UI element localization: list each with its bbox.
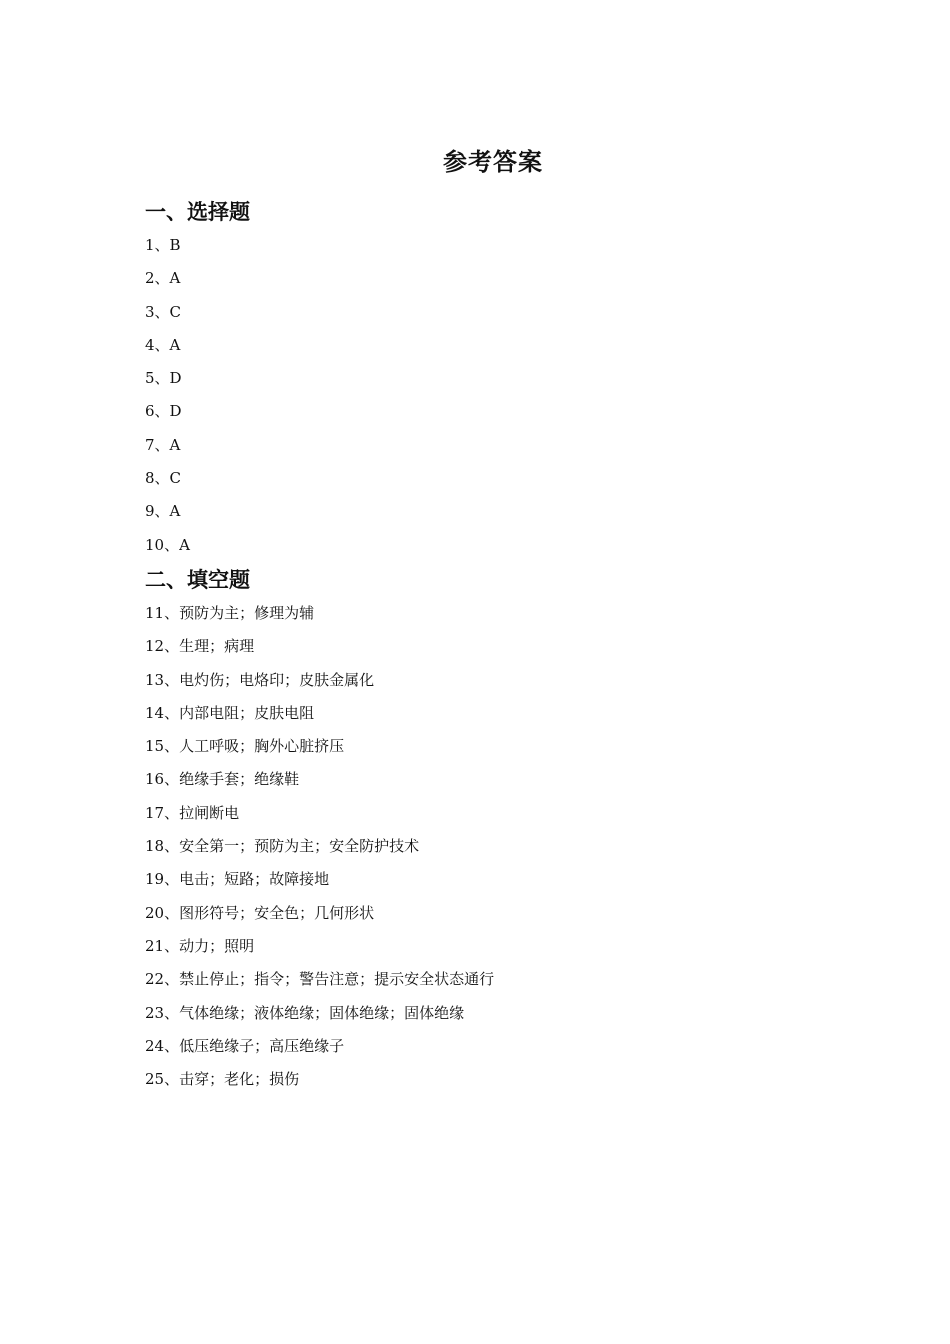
answer-item: 2、A — [145, 269, 181, 288]
answer-item: 3、C — [145, 302, 182, 321]
answer-item: 20、图形符号；安全色；几何形状 — [145, 903, 375, 922]
answer-item: 23、气体绝缘；液体绝缘；固体绝缘；固体绝缘 — [145, 1003, 465, 1022]
answer-item: 10、A — [145, 535, 190, 554]
answer-list — [145, 597, 825, 1096]
answer-item: 24、低压绝缘子；高压绝缘子 — [145, 1036, 345, 1055]
answer-item: 1、B — [145, 236, 181, 254]
answer-item: 15、人工呼吸；胸外心脏挤压 — [145, 737, 345, 756]
answer-item: 4、A — [145, 335, 181, 354]
page-title: 参考答案 — [443, 147, 543, 176]
section-fill-in-blank — [145, 566, 825, 1096]
answer-item: 9、A — [145, 502, 181, 521]
answer-item: 17、拉闸断电 — [145, 803, 240, 822]
answer-item: 13、电灼伤；电烙印；皮肤金属化 — [145, 670, 375, 689]
answer-item: 18、安全第一；预防为主；安全防护技术 — [145, 837, 420, 856]
section-heading: 一、选择题 — [145, 200, 250, 224]
answer-item: 21、动力；照明 — [145, 936, 255, 955]
answer-item: 12、生理；病理 — [145, 637, 255, 656]
answer-item: 14、内部电阻；皮肤电阻 — [145, 703, 315, 722]
answer-item: 11、预防为主；修理为辅 — [145, 604, 315, 622]
section-heading: 二、填空题 — [145, 568, 250, 592]
answer-list — [145, 229, 825, 562]
answer-item: 5、D — [145, 369, 182, 388]
answer-item: 6、D — [145, 402, 182, 421]
answer-item: 19、电击；短路；故障接地 — [145, 870, 330, 889]
answer-item: 22、禁止停止；指令；警告注意；提示安全状态通行 — [145, 970, 495, 989]
answer-item: 16、绝缘手套；绝缘鞋 — [145, 770, 300, 789]
answer-item: 8、C — [145, 469, 182, 488]
answer-item: 25、击穿；老化；损伤 — [145, 1070, 300, 1089]
section-multiple-choice — [145, 198, 825, 562]
answer-item: 7、A — [145, 435, 181, 454]
